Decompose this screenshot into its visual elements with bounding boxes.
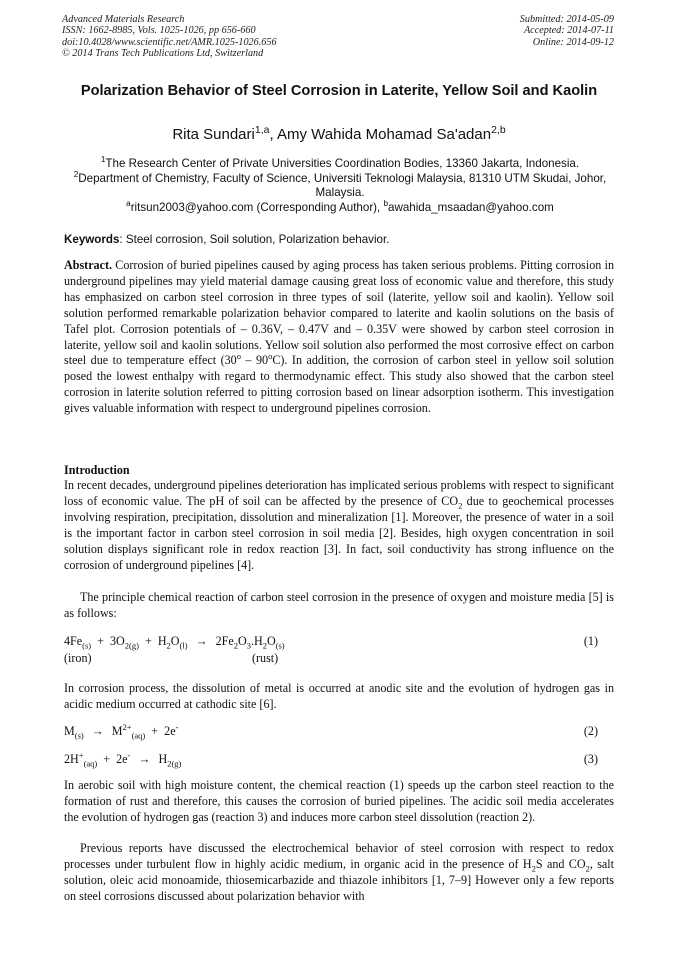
- author-name: Amy Wahida Mohamad Sa'adan: [276, 126, 492, 143]
- abstract: [64, 258, 614, 417]
- affiliation-1: [60, 157, 620, 172]
- eq-term: M: [64, 724, 75, 738]
- copyright-line: © 2014 Trans Tech Publications Ltd, Switzerland: [62, 47, 264, 59]
- equation-1: [64, 634, 614, 649]
- affiliations: [60, 157, 620, 215]
- keywords-text: : Steel corrosion, Soil solution, Polarization behavior.: [119, 233, 390, 246]
- accepted-date: Accepted: 2014-07-11: [523, 25, 614, 37]
- eq-sub: (s): [275, 640, 285, 651]
- affil-mark: 1: [100, 155, 106, 165]
- para-text: In recent decades, underground pipelines deterioration has implicated serious problems with respect to significant loss of economic value. The pH of soil can be affected by the presence of CO: [64, 478, 614, 508]
- abstract-text: Corrosion of buried pipelines caused by aging process has taken serious problems. Pitting corrosion in underground pipelines may yield material damage causing great loss of economic value and therefore, this study has emphasized on carbon steel corrosion in three types of soil (laterite, yellow soil and kaolin). Yellow soil solution performed remarkable polarization behavior compared to laterite and kaolin solutions on the basis of Tafel plot. Corrosion potentials of – 0.36V, – 0.47V and – 0.35V were showed by carbon steel corrosion in laterite, yellow soil and kaolin solutions. Yellow soil solution also performed the most corrosive effect on carbon steel due to temperature effect (30: [64, 258, 614, 368]
- author-name: Rita Sundari: [172, 126, 255, 143]
- abstract-text: C). In addition, the corrosion of carbon steel in yellow soil solution posed the lowest enthalpy with regard to thermodynamic effect. This study also showed that the carbon steel corrosion in laterite solution referred to pitting corrosion based on linear adsorption isotherm. This investigation gives valuable information with respect to underground pipelines corrosion.: [64, 353, 615, 416]
- degree-mark: o: [268, 351, 273, 362]
- eq-term: O: [237, 634, 247, 648]
- intro-paragraph: [64, 478, 614, 573]
- body-paragraph: In corrosion process, the dissolution of metal is occurred at anodic site and the evolution of hydrogen gas in acidic medium occurred at cathodic site [6].: [64, 681, 614, 711]
- eq-op: +: [97, 752, 117, 766]
- eq-op: +: [138, 634, 158, 648]
- journal-name: Advanced Materials Research: [62, 14, 185, 25]
- author-affil-mark: 1,a: [254, 124, 270, 136]
- label-iron: (iron): [64, 651, 92, 665]
- eq-sup: +: [78, 749, 84, 760]
- eq-sup: -: [175, 721, 179, 732]
- equation-number: (3): [583, 752, 598, 766]
- journal-info: [62, 14, 277, 59]
- label-rust: (rust): [252, 651, 279, 665]
- paper-title: Polarization Behavior of Steel Corrosion in Laterite, Yellow Soil and Kaolin: [80, 83, 598, 99]
- eq-sup: -: [127, 749, 131, 760]
- equation-2: [64, 721, 614, 741]
- equation-3: [64, 749, 614, 769]
- body-paragraph: In aerobic soil with high moisture content, the chemical reaction (1) speeds up the carbon steel reaction to the formation of rust and therefore, this causes the corrosion of buried pipelines. The acidic soil media accelerates the evolution of hydrogen gas (reaction 3) and induces more carbon steel dissolution (reaction 2).: [64, 778, 614, 824]
- para-text: due to geochemical processes involving respiration, precipitation, dissolution and mineralization [1]. Moreover, the presence of water in a soil is the important factor in carbon steel corrosion in soil media [2]. Besides, high oxygen concentration in soil solution displays significant role in redox reaction [3]. In fact, soil conductivity has strong influence on the corrosion of underground pipelines [4].: [64, 493, 614, 572]
- para-text: Previous reports have discussed the electrochemical behavior of steel corrosion with respect to redox processes under turbulent flow in highly acidic medium, in organic acid in the presence of H: [64, 841, 614, 871]
- eq-term: O: [266, 634, 276, 648]
- subscript: 2: [585, 863, 590, 874]
- equation-number: (1): [583, 634, 598, 648]
- eq-sub: 3: [246, 640, 251, 651]
- eq-term: 4Fe: [64, 634, 83, 648]
- affil-mark: 2: [73, 169, 79, 179]
- affil-text: The Research Center of Private Universities Coordination Bodies, 13360 Jakarta, Indonesia.: [105, 157, 580, 170]
- subscript: 2: [458, 500, 463, 511]
- eq-sub: 2: [166, 640, 171, 651]
- eq-op: +: [91, 634, 110, 648]
- subscript: 2: [531, 863, 536, 874]
- email-mark: a: [126, 198, 131, 208]
- eq-sub: 2(g): [167, 758, 182, 769]
- email-line: [60, 198, 620, 216]
- affil-text: Department of Chemistry, Faculty of Science, Universiti Teknologi Malaysia, 81310 UTM Skudai, Johor, Malaysia.: [78, 171, 607, 200]
- abstract-label: Abstract.: [64, 258, 113, 272]
- eq-term: O: [170, 634, 180, 648]
- reaction-arrow: →: [138, 752, 151, 766]
- reaction-arrow: →: [91, 724, 104, 738]
- abstract-text: – 90: [240, 353, 269, 368]
- eq-term: 3O: [110, 634, 125, 648]
- section-heading: Introduction: [64, 463, 130, 477]
- online-date: Online: 2014-09-12: [532, 36, 614, 48]
- keywords-line: [64, 233, 389, 246]
- eq-sub: (l): [179, 640, 188, 651]
- eq-term: 2e: [116, 752, 128, 766]
- eq-sub: (s): [82, 640, 92, 651]
- eq-term: 2Fe: [215, 634, 234, 648]
- author-affil-mark: 2,b: [491, 124, 506, 136]
- submitted-date: Submitted: 2014-05-09: [519, 14, 614, 25]
- equation-number: (2): [583, 724, 598, 738]
- email-link[interactable]: ritsun2003@yahoo.com (Corresponding Author),: [130, 200, 384, 214]
- eq-term: 2H: [64, 752, 79, 766]
- para-text: S and CO: [535, 856, 586, 871]
- eq-term: H: [157, 634, 167, 648]
- author-list: [60, 126, 618, 143]
- para-text: , salt solution, oleic acid monoamide, thiosemicarbazide and thiazole inhibitors [1, 7–9] However only a few reports on steel corrosions discussed about polarization behavior with: [64, 856, 614, 903]
- keywords-label: Keywords: [64, 233, 120, 246]
- eq-sup: 2+: [122, 721, 132, 732]
- doi-line: doi:10.4028/www.scientific.net/AMR.1025-1026.656: [62, 36, 277, 48]
- eq-term: 2e: [164, 724, 176, 738]
- dates-info: [520, 14, 614, 48]
- eq-sub: (s): [74, 730, 84, 741]
- author-separator: ,: [269, 126, 277, 143]
- degree-mark: o: [236, 351, 241, 362]
- body-paragraph: [64, 841, 614, 905]
- issn-line: ISSN: 1662-8985, Vols. 1025-1026, pp 656-660: [62, 25, 256, 37]
- affiliation-2: [60, 169, 620, 201]
- eq-term: .H: [250, 634, 263, 648]
- eq-sub: 2: [233, 640, 238, 651]
- eq-sub: 2(g): [124, 640, 139, 651]
- eq-sub: 2: [262, 640, 267, 651]
- reaction-arrow: →: [195, 634, 208, 648]
- email-mark: b: [383, 198, 389, 208]
- eq-sub: (aq): [131, 730, 146, 741]
- eq-term: H: [158, 752, 168, 766]
- intro-paragraph: The principle chemical reaction of carbon steel corrosion in the presence of oxygen and moisture media [5] is as follows:: [64, 590, 614, 620]
- eq-term: M: [111, 724, 123, 738]
- eq-sub: (aq): [83, 758, 98, 769]
- email-link[interactable]: awahida_msaadan@yahoo.com: [388, 200, 554, 214]
- eq-op: +: [145, 724, 165, 738]
